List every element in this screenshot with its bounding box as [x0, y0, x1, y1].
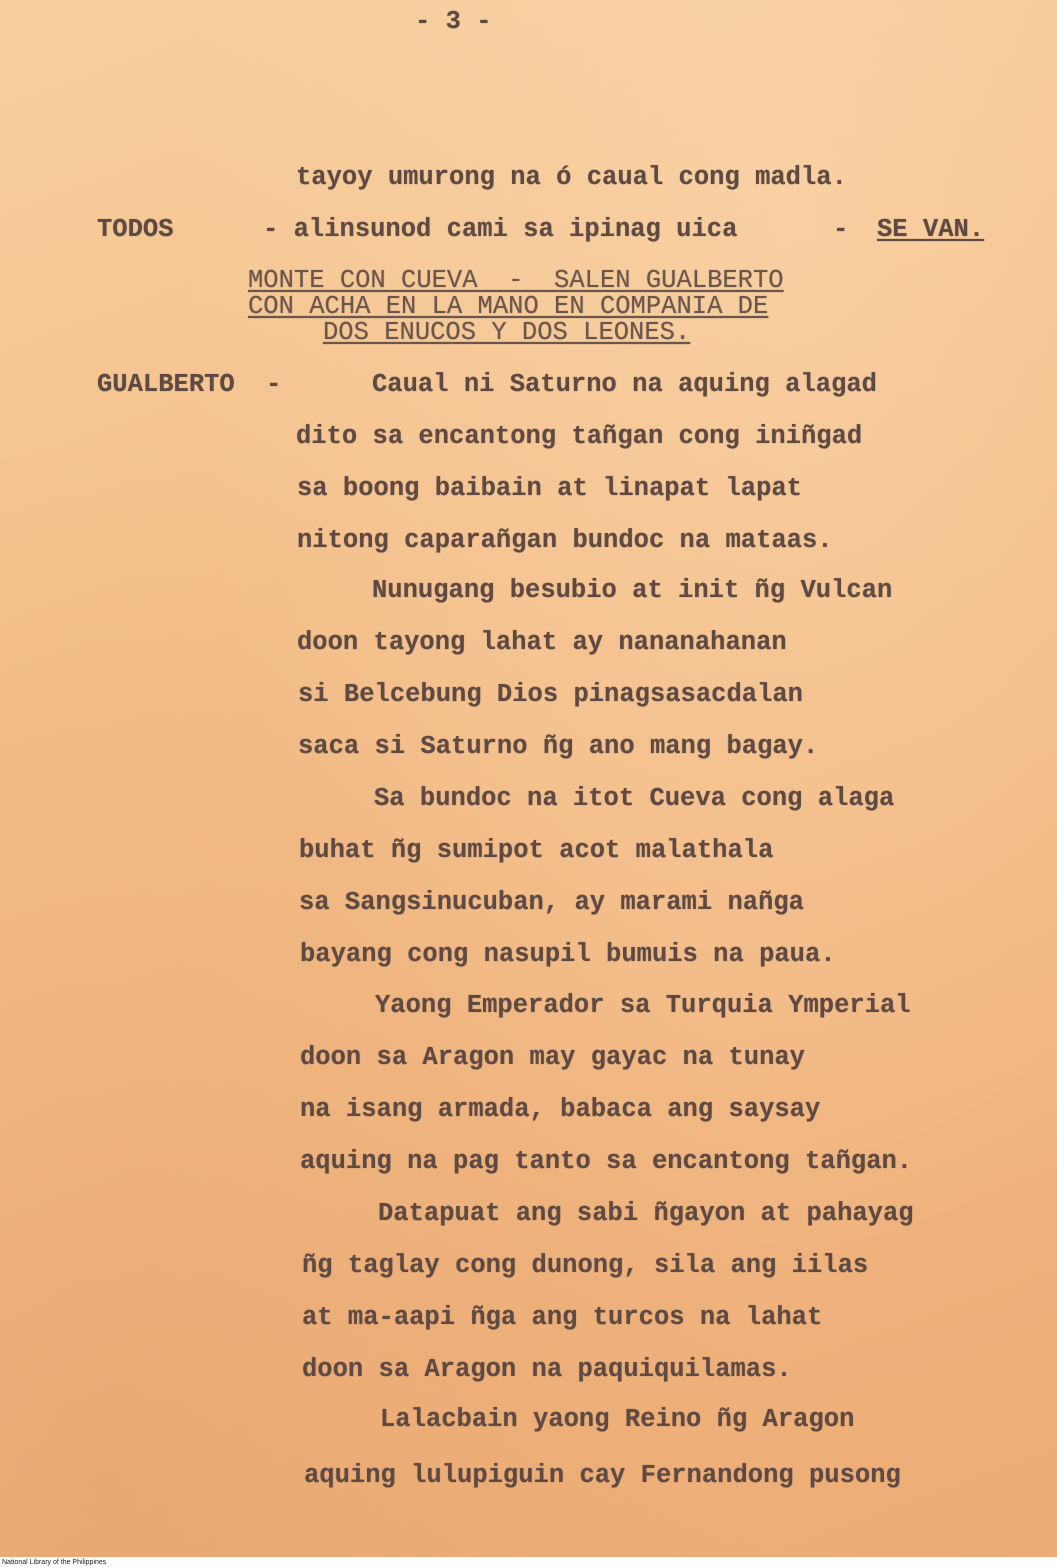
verse-line: Yaong Emperador sa Turquia Ymperial — [375, 991, 911, 1020]
footer-strip — [0, 1557, 1057, 1568]
verse-line: aquing lulupiguin cay Fernandong pusong — [304, 1461, 901, 1490]
verse-line: buhat ñg sumipot acot malathala — [299, 836, 774, 865]
verse-line: sa Sangsinucuban, ay marami nañga — [299, 888, 804, 917]
stage-direction-line: DOS ENUCOS Y DOS LEONES. — [323, 318, 691, 347]
verse-line: na isang armada, babaca ang saysay — [300, 1095, 821, 1124]
verse-line: tayoy umurong na ó caual cong madla. — [296, 163, 847, 192]
stage-direction-line: MONTE CON CUEVA - SALEN GUALBERTO — [248, 266, 784, 295]
verse-line: at ma-aapi ñga ang turcos na lahat — [302, 1303, 823, 1332]
verse-line: dito sa encantong tañgan cong iniñgad — [296, 422, 863, 451]
verse-line: nitong caparañgan bundoc na mataas. — [297, 526, 833, 555]
todos-line: - alinsunod cami sa ipinag uica — [263, 215, 738, 244]
verse-line: Nunugang besubio at init ñg Vulcan — [372, 576, 893, 605]
verse-line: ñg taglay cong dunong, sila ang iilas — [302, 1251, 869, 1280]
speaker-gualberto: GUALBERTO — [97, 370, 235, 399]
verse-line: Caual ni Saturno na aquing alagad — [372, 370, 877, 399]
verse-line: doon tayong lahat ay nananahanan — [297, 628, 787, 657]
stage-direction-line: CON ACHA EN LA MANO EN COMPANIA DE — [248, 292, 769, 321]
exit-dash: - — [833, 215, 849, 244]
verse-line: sa boong baibain at linapat lapat — [297, 474, 802, 503]
verse-line: Datapuat ang sabi ñgayon at pahayag — [378, 1199, 914, 1228]
speaker-todos: TODOS — [97, 215, 174, 244]
page-number: - 3 - — [415, 7, 492, 36]
verse-line: bayang cong nasupil bumuis na paua. — [300, 940, 836, 969]
verse-line: si Belcebung Dios pinagsasacdalan — [298, 680, 803, 709]
verse-line: doon sa Aragon may gayac na tunay — [300, 1043, 805, 1072]
verse-line: doon sa Aragon na paquiquilamas. — [302, 1355, 792, 1384]
speaker-dash: - — [266, 370, 282, 399]
verse-line: Sa bundoc na itot Cueva cong alaga — [374, 784, 895, 813]
verse-line: aquing na pag tanto sa encantong tañgan. — [300, 1147, 913, 1176]
verse-line: saca si Saturno ñg ano mang bagay. — [298, 732, 819, 761]
verse-line: Lalacbain yaong Reino ñg Aragon — [380, 1405, 855, 1434]
library-credit: National Library of the Philippines — [2, 1559, 107, 1566]
exit-direction: SE VAN. — [877, 215, 985, 244]
